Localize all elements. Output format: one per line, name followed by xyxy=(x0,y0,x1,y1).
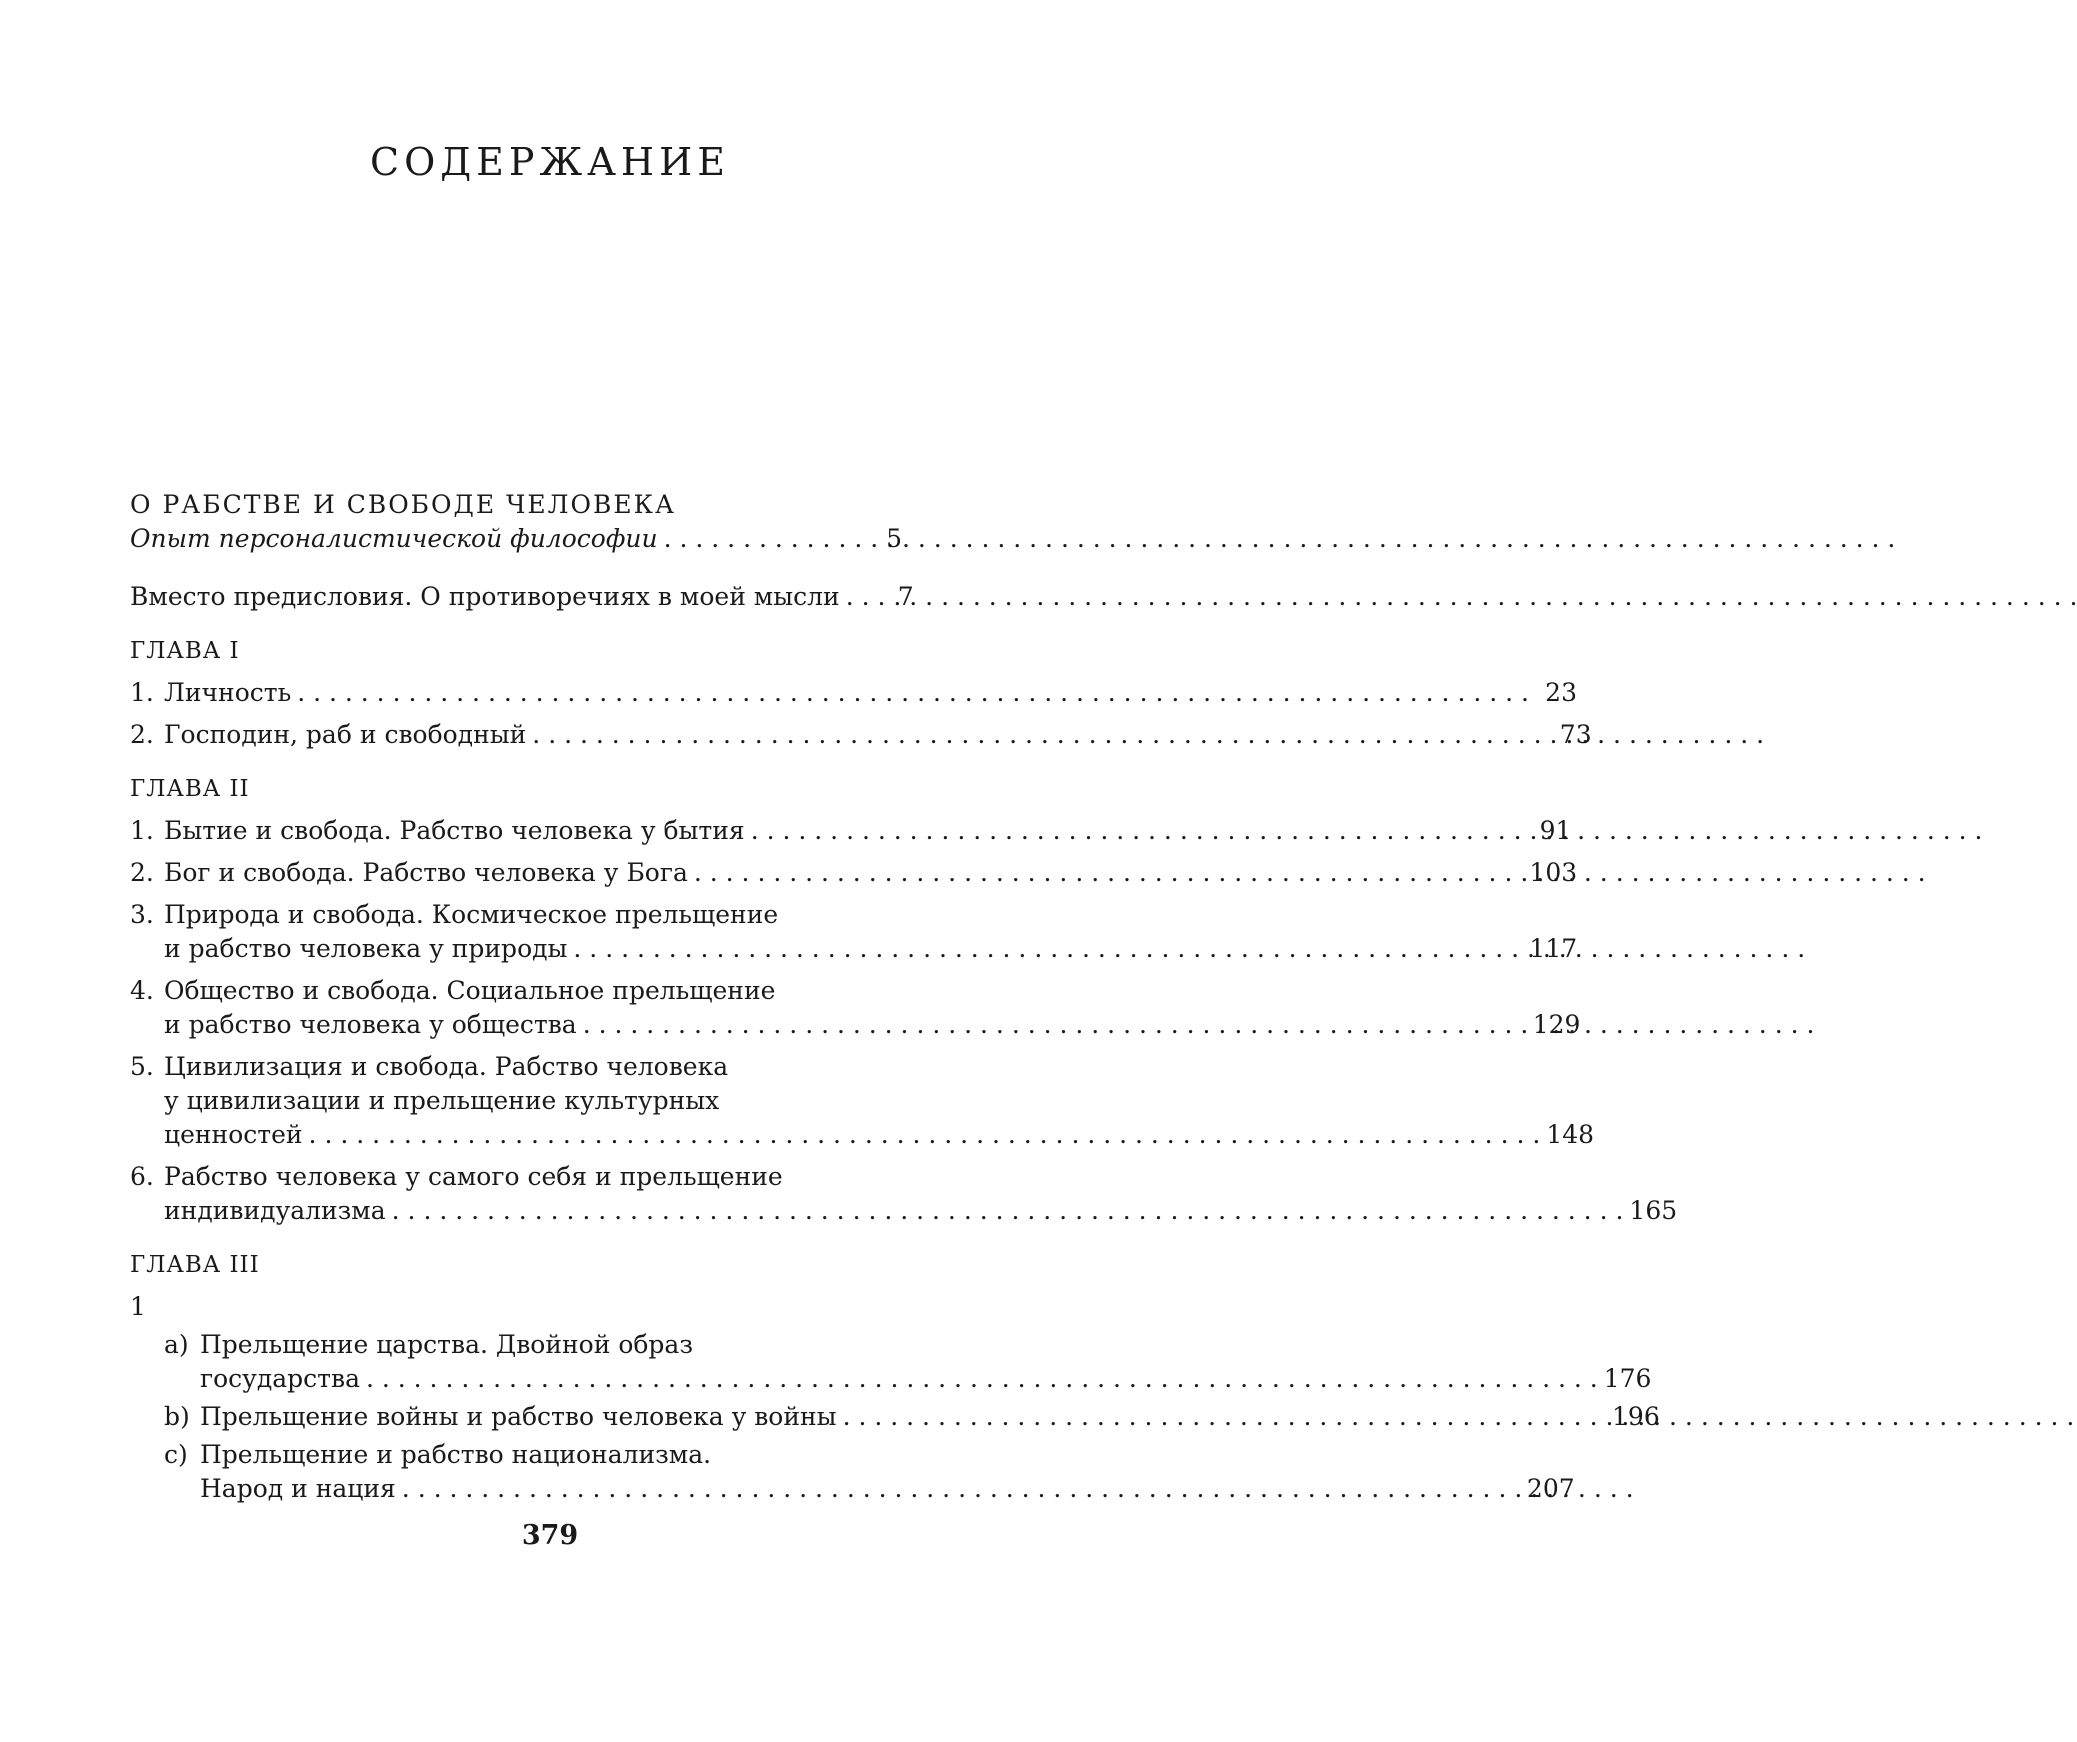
toc-entry-text: Опыт персоналистической философии xyxy=(130,524,658,553)
toc-entry-text: Господин, раб и свободный xyxy=(164,720,527,749)
dot-leader xyxy=(751,814,1524,848)
toc-entry-text: Личность xyxy=(164,678,292,707)
chapter-heading: ГЛАВА I xyxy=(130,638,240,664)
toc-entry-number: 4. xyxy=(130,976,154,1005)
toc-entry[interactable] xyxy=(130,974,1581,1042)
toc-entry-text-line: Рабство человека у самого себя и прельщение xyxy=(164,1162,783,1191)
toc-entry-text: индивидуализма xyxy=(164,1196,386,1225)
toc-entry-text-line: Природа и свобода. Космическое прельщение xyxy=(164,900,779,929)
toc-entry-text: Вместо предисловия. О противоречиях в моей мысли xyxy=(130,582,840,611)
toc-entry-number: 1. xyxy=(130,816,154,845)
toc-entry-text-line: Цивилизация и свобода. Рабство человека xyxy=(164,1052,729,1081)
toc-page-number: 73 xyxy=(1559,720,1592,749)
toc-page-number: 207 xyxy=(1526,1474,1575,1503)
page-number: 379 xyxy=(521,1520,579,1551)
toc-sub-entry-letter: b) xyxy=(164,1402,190,1431)
toc-sub-entry-letter: c) xyxy=(164,1440,188,1469)
toc-page-number: 91 xyxy=(1539,816,1572,845)
toc-entry-text: Бытие и свобода. Рабство человека у бытия xyxy=(164,816,745,845)
toc-page-number: 117 xyxy=(1529,934,1578,963)
toc-page-number: 176 xyxy=(1603,1364,1652,1393)
toc-page-number: 129 xyxy=(1532,1010,1581,1039)
toc-entry-number: 5. xyxy=(130,1052,154,1081)
toc-entry-number: 2. xyxy=(130,720,154,749)
dot-leader xyxy=(664,522,854,556)
toc-page-number: 148 xyxy=(1546,1120,1595,1149)
toc-page-number: 5 xyxy=(886,524,902,553)
dot-leader xyxy=(694,856,1524,890)
toc-sub-entry[interactable] xyxy=(164,1400,1660,1434)
toc-entry[interactable] xyxy=(130,814,1572,848)
toc-entry-text: и рабство человека у общества xyxy=(164,1010,577,1039)
chapter-heading: ГЛАВА II xyxy=(130,776,250,802)
toc-sub-entry-letter: a) xyxy=(164,1330,189,1359)
dot-leader xyxy=(573,932,1523,966)
dot-leader xyxy=(843,1400,1606,1434)
toc-entry[interactable] xyxy=(130,1160,1678,1228)
section-number: 1 xyxy=(130,1292,146,1321)
toc-entry-number: 6. xyxy=(130,1162,154,1191)
toc-entry-text: ценностей xyxy=(164,1120,303,1149)
toc-entry-text: Прельщение войны и рабство человека у войны xyxy=(200,1402,837,1431)
dot-leader xyxy=(366,1362,1598,1396)
dot-leader xyxy=(532,718,1543,752)
dot-leader xyxy=(392,1194,1624,1228)
toc-entry-text-line: Прельщение и рабство национализма. xyxy=(200,1440,712,1469)
toc-sub-entry[interactable] xyxy=(164,1328,1652,1396)
dot-leader xyxy=(309,1118,1541,1152)
toc-entry-subtitle[interactable] xyxy=(130,522,902,556)
toc-entry-text-line: у цивилизации и прельщение культурных xyxy=(164,1086,720,1115)
dot-leader xyxy=(297,676,1529,710)
toc-entry-text: Бог и свобода. Рабство человека у Бога xyxy=(164,858,688,887)
toc-entry[interactable] xyxy=(130,1050,1595,1152)
toc-entry[interactable] xyxy=(130,856,1578,890)
dot-leader xyxy=(402,1472,1521,1506)
toc-entry-number: 2. xyxy=(130,858,154,887)
toc-entry[interactable] xyxy=(130,898,1578,966)
toc-page-number: 165 xyxy=(1629,1196,1678,1225)
page-title: СОДЕРЖАНИЕ xyxy=(370,140,730,184)
toc-entry[interactable] xyxy=(130,718,1592,752)
toc-entry[interactable] xyxy=(130,676,1577,710)
book-title: О РАБСТВЕ И СВОБОДЕ ЧЕЛОВЕКА xyxy=(130,490,676,519)
toc-sub-entry[interactable] xyxy=(164,1438,1575,1506)
toc-entry-text: государства xyxy=(200,1364,360,1393)
dot-leader xyxy=(583,1008,1527,1042)
toc-entry-text: и рабство человека у природы xyxy=(164,934,568,963)
chapter-heading: ГЛАВА III xyxy=(130,1252,260,1278)
toc-page-number: 103 xyxy=(1529,858,1578,887)
toc-entry-number: 3. xyxy=(130,900,154,929)
toc-entry-preface[interactable] xyxy=(130,580,914,614)
table-of-contents xyxy=(130,488,1678,1510)
toc-entry-text-line: Общество и свобода. Социальное прельщение xyxy=(164,976,776,1005)
toc-page-number: 7 xyxy=(897,582,914,611)
dot-leader xyxy=(846,580,866,614)
toc-entry-number: 1. xyxy=(130,678,154,707)
toc-page-number: 196 xyxy=(1612,1402,1660,1431)
toc-entry-text-line: Прельщение царства. Двойной образ xyxy=(200,1330,693,1359)
toc-entry-text: Народ и нация xyxy=(200,1474,396,1503)
toc-page-number: 23 xyxy=(1545,678,1577,707)
